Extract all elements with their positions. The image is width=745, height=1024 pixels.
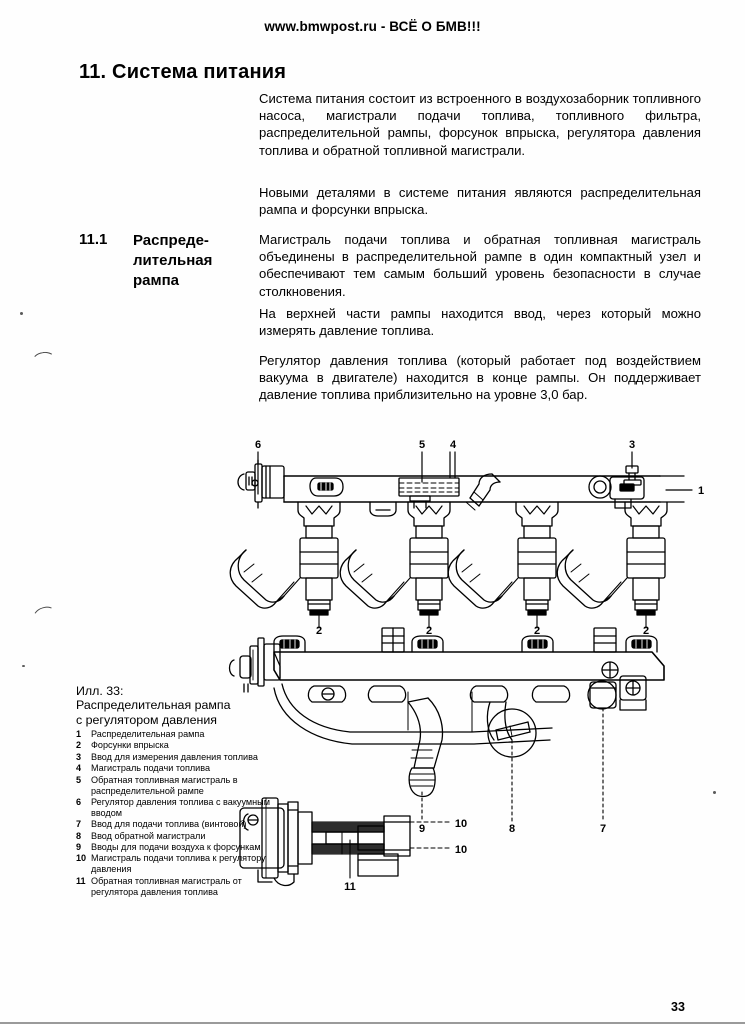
injector <box>340 502 450 628</box>
callout-10a: 10 <box>454 818 468 830</box>
legend-number: 8 <box>76 830 82 841</box>
figure-caption-line-1: Илл. 33: <box>76 684 124 698</box>
fuel-inlet-screw <box>588 676 646 710</box>
legend-text: Магистраль подачи топлива <box>91 763 211 774</box>
legend-item <box>76 853 286 875</box>
legend-text: Регулятор давления топлива с вакуумным вводом <box>91 796 270 818</box>
fuel-feed-line <box>466 474 500 510</box>
page-title: 11. Система питания <box>79 61 287 84</box>
callout-1: 1 <box>697 485 705 497</box>
page-number: 33 <box>671 1000 685 1014</box>
diagram-top-view <box>230 452 692 628</box>
legend-text: Ввод для измерения давления топлива <box>91 751 258 762</box>
rail-saddle-clip <box>370 502 396 516</box>
legend-number: 1 <box>76 729 82 739</box>
legend-text: Магистраль подачи топлива к регулятору давления <box>91 853 266 875</box>
legend-number: 5 <box>76 774 82 785</box>
callout-4: 4 <box>449 439 457 451</box>
diagram-middle-view <box>230 628 665 822</box>
pressure-regulator-top <box>238 460 284 508</box>
scan-arc <box>31 604 59 629</box>
callout-11: 11 <box>344 881 356 893</box>
figure-caption <box>76 684 276 727</box>
scan-arc <box>31 350 57 371</box>
section-title: Распреде-лительная рампа <box>133 232 213 289</box>
legend-number: 6 <box>76 796 82 807</box>
callout-7: 7 <box>599 823 607 835</box>
callout-9: 9 <box>418 823 426 835</box>
legend-number: 11 <box>76 875 86 886</box>
legend-number: 2 <box>76 740 82 751</box>
site-banner: www.bmwpost.ru - ВСЁ О БМВ!!! <box>264 19 481 34</box>
legend-item <box>76 819 286 830</box>
injector <box>557 502 667 628</box>
callout-2c: 2 <box>533 625 541 637</box>
callout-10b: 10 <box>454 844 468 856</box>
figure-fuel-rail-diagram <box>222 430 732 900</box>
paragraph-regulator: Регулятор давления топлива (который работает под воздействием вакуума в двигателе) находится в конце рампы. Он поддерживает давление топлива приблизительно на уровне 3,0 бар. <box>259 353 701 403</box>
rail-screw <box>602 662 618 678</box>
section-number: 11.1 <box>79 231 108 248</box>
legend-item <box>76 775 286 797</box>
rail-clamps <box>274 628 657 652</box>
legend-item <box>76 831 286 842</box>
legend-item <box>76 876 286 898</box>
legend-number: 3 <box>76 751 82 762</box>
rail-connector-1 <box>310 478 343 496</box>
callout-2d: 2 <box>642 625 650 637</box>
paragraph-test-port: На верхней части рампы находится ввод, через который можно измерять давление топлива. <box>259 306 701 339</box>
figure-legend <box>76 729 286 898</box>
legend-item <box>76 740 286 751</box>
injector <box>448 502 558 628</box>
callout-2b: 2 <box>425 625 433 637</box>
legend-item <box>76 763 286 774</box>
paragraph-intro: Система питания состоит из встроенного в воздухозаборник топливного насоса, магистрали подачи топлива, топливного фильтра, распределительной рампы, форсунок впрыска, регулятора давления топлива и обратной топливной магистрали. <box>259 91 701 158</box>
legend-text: Вводы для подачи воздуха к форсункам <box>91 842 261 853</box>
callout-2a: 2 <box>315 625 323 637</box>
callout-8: 8 <box>508 823 516 835</box>
figure-caption-line-3: с регулятором давления <box>76 712 217 727</box>
legend-text: Распределительная рампа <box>91 729 205 739</box>
legend-text: Обратная топливная магистраль в распределительной рампе <box>91 774 238 796</box>
scan-speck <box>22 665 25 667</box>
callout-3: 3 <box>628 439 636 451</box>
injector-group <box>230 502 667 628</box>
callout-5: 5 <box>418 439 426 451</box>
legend-item <box>76 842 286 853</box>
legend-item <box>76 729 286 740</box>
legend-item <box>76 797 286 819</box>
legend-number: 4 <box>76 763 82 774</box>
legend-text: Обратная топливная магистраль от регулятора давления топлива <box>91 875 242 897</box>
scan-speck <box>20 312 23 315</box>
callout-6: 6 <box>254 439 262 451</box>
paragraph-new-parts: Новыми деталями в системе питания являются распределительная рампа и форсунки впрыска. <box>259 185 701 218</box>
legend-number: 10 <box>76 853 87 864</box>
legend-number: 9 <box>76 842 82 853</box>
paragraph-rail-desc: Магистраль подачи топлива и обратная топливная магистраль объединены в распределительной рампе в один компактный узел и обеспечивают тем самым больший уровень безопасности в случае столкновения. <box>259 232 701 299</box>
injector <box>230 502 340 628</box>
legend-text: Ввод обратной магистрали <box>91 830 206 841</box>
legend-text: Форсунки впрыска <box>91 740 169 751</box>
legend-item <box>76 752 286 763</box>
legend-number: 7 <box>76 819 82 830</box>
air-hose-network <box>274 684 570 797</box>
legend-text: Ввод для подачи топлива (винтовой) <box>91 819 247 830</box>
figure-caption-line-2: Распределительная рампа <box>76 698 231 713</box>
